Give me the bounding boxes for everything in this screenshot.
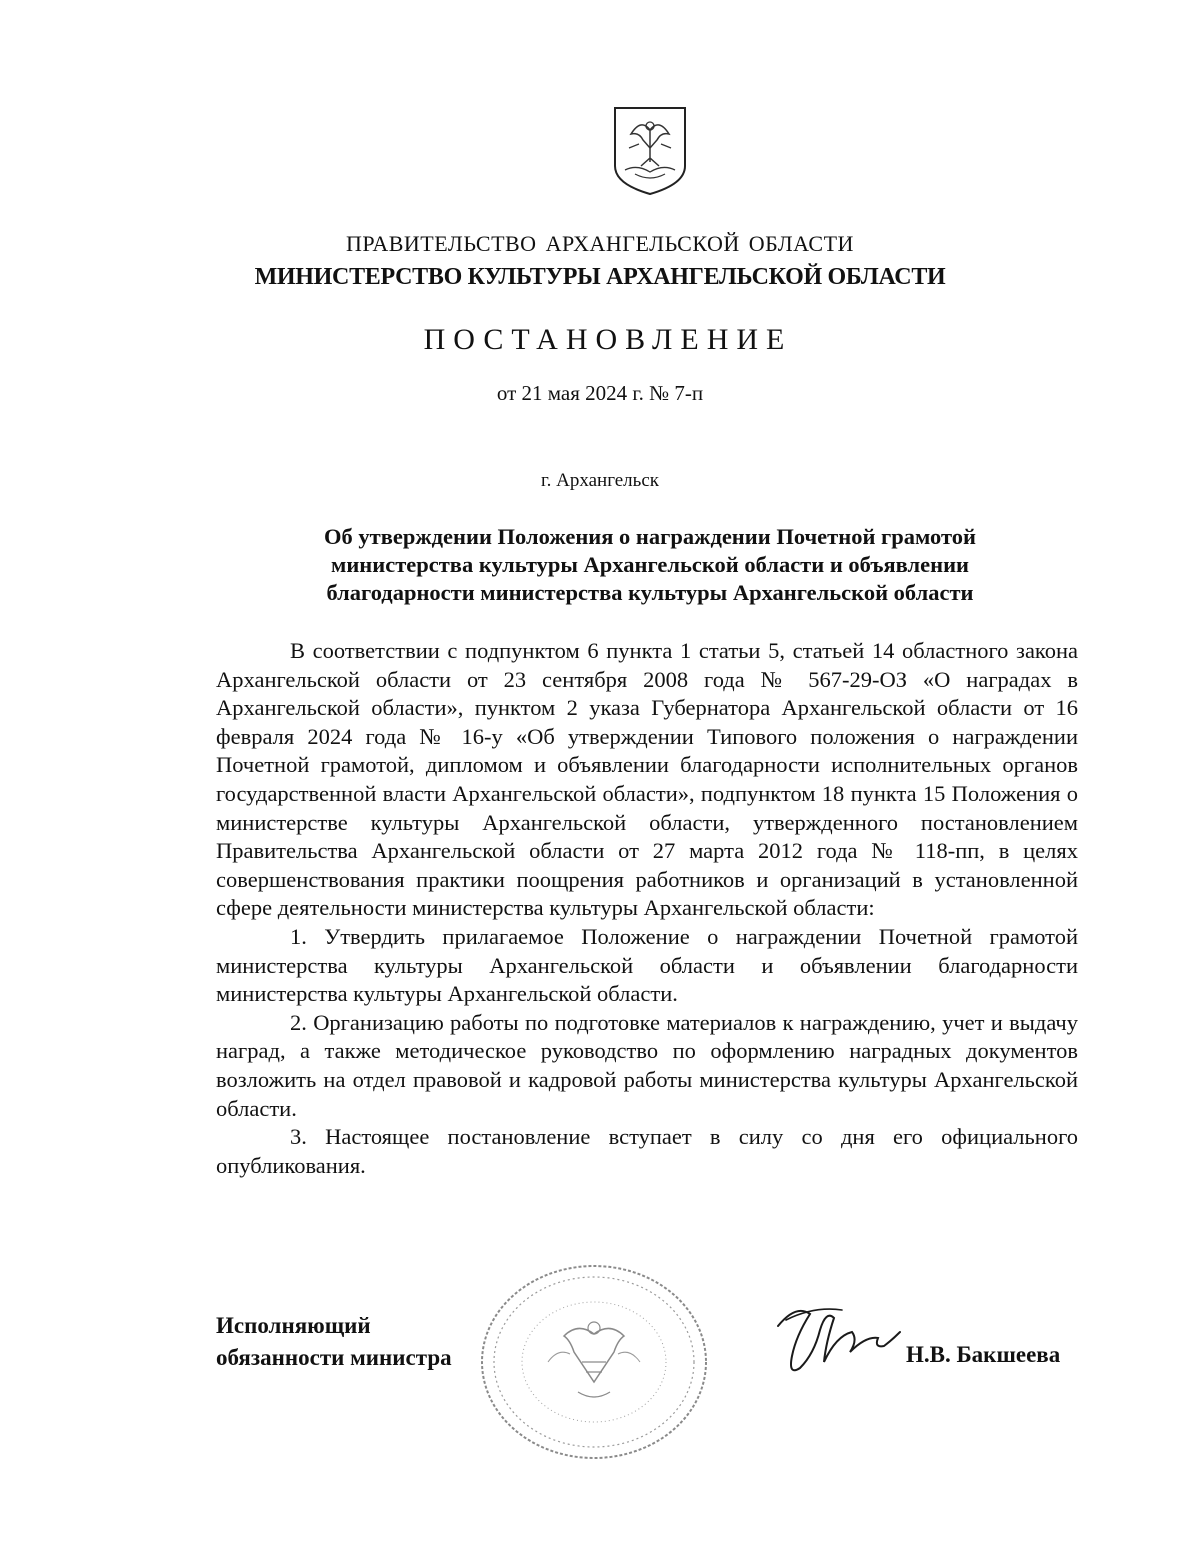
title-line: министерства культуры Архангельской области и объявлении <box>331 552 969 577</box>
preamble-paragraph: В соответствии с подпунктом 6 пункта 1 статьи 5, статьей 14 областного закона Архангельской области от 23 сентября 2008 года № 567-29-ОЗ «О наградах в Архангельской области», пунктом 2 указа Губернатора Архангельской области от 16 февраля 2024 года № 16-у «Об утверждении Типового положения о награждении Почетной грамотой, дипломом и объявлении благодарности исполнительных органов государственной власти Архангельской области», подпунктом 18 пункта 15 Положения о министерстве культуры Архангельской области, утвержденного постановлением Правительства Архангельской области от 27 марта 2012 года № 118-пп, в целях совершенствования практики поощрения работников и организаций в установленной сфере деятельности министерства культуры Архангельской области: <box>216 638 1078 921</box>
position-line: обязанности министра <box>216 1345 452 1370</box>
handwritten-signature-icon <box>766 1296 906 1386</box>
signatory-name: Н.В. Бакшеева <box>906 1342 1061 1367</box>
ministry-name: МИНИСТЕРСТВО КУЛЬТУРЫ АРХАНГЕЛЬСКОЙ ОБЛАСТИ <box>254 264 946 290</box>
title-line: благодарности министерства культуры Архангельской области <box>326 580 974 605</box>
document-type: ПОСТАНОВЛЕНИЕ <box>423 323 793 356</box>
document-city: г. Архангельск <box>540 470 659 491</box>
clause-2: 2. Организацию работы по подготовке материалов к награждению, учет и выдачу наград, а также методическое руководство по оформлению наградных документов возложить на отдел правовой и кадровой работы министерства культуры Архангельской области. <box>216 1009 1078 1121</box>
document-body <box>216 637 1078 1180</box>
clause-1: 1. Утвердить прилагаемое Положение о награждении Почетной грамотой министерства культуры Архангельской области и объявлении благодарности министерства культуры Архангельской области. <box>216 923 1078 1007</box>
document-number: от 21 мая 2024 г. № 7-п <box>496 381 704 405</box>
clause-3: 3. Настоящее постановление вступает в силу со дня его официального опубликования. <box>216 1124 1078 1178</box>
signatory-position <box>216 1310 452 1374</box>
document-title <box>230 523 1070 607</box>
official-round-seal-icon <box>478 1262 710 1462</box>
government-name: ПРАВИТЕЛЬСТВО АРХАНГЕЛЬСКОЙ ОБЛАСТИ <box>346 231 854 256</box>
arkhangelsk-coat-of-arms-icon <box>611 104 689 196</box>
position-line: Исполняющий <box>216 1313 371 1338</box>
title-line: Об утверждении Положения о награждении Почетной грамотой <box>324 524 976 549</box>
